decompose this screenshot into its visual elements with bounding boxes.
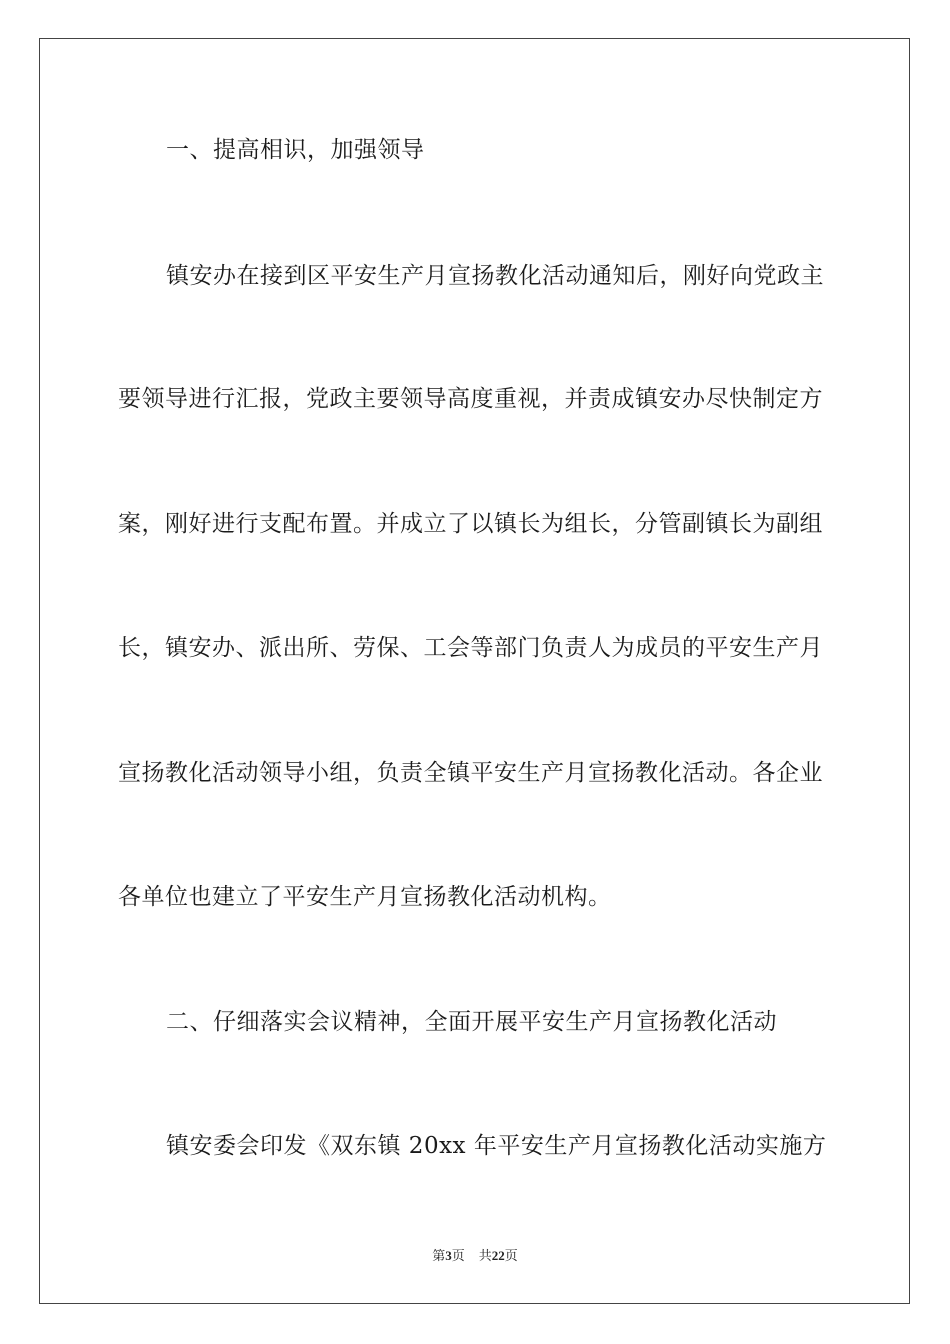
section-heading-2: 二、仔细落实会议精神，全面开展平安生产月宣扬教化活动 (166, 1009, 777, 1035)
paragraph-line: 镇安办在接到区平安生产月宣扬教化活动通知后，刚好向党政主 (166, 263, 824, 289)
page-number: 3 (445, 1248, 452, 1263)
paragraph-line: 镇安委会印发《双东镇 20xx 年平安生产月宣扬教化活动实施方 (166, 1133, 827, 1159)
paragraph-line: 各单位也建立了平安生产月宣扬教化活动机构。 (118, 884, 612, 910)
page-border (39, 38, 910, 1304)
total-pages: 22 (491, 1248, 505, 1263)
paragraph-line: 要领导进行汇报，党政主要领导高度重视，并责成镇安办尽快制定方 (118, 386, 823, 412)
paragraph-line: 案，刚好进行支配布置。并成立了以镇长为组长，分管副镇长为副组 (118, 511, 823, 537)
total-prefix: 共 (478, 1248, 492, 1263)
page-suffix: 页 (451, 1248, 465, 1263)
section-heading-1: 一、提高相识，加强领导 (166, 137, 425, 163)
paragraph-line: 宣扬教化活动领导小组，负责全镇平安生产月宣扬教化活动。各企业 (118, 760, 823, 786)
total-suffix: 页 (504, 1248, 518, 1263)
paragraph-line: 长，镇安办、派出所、劳保、工会等部门负责人为成员的平安生产月 (118, 635, 823, 661)
page-footer (0, 1247, 950, 1265)
page-prefix: 第 (432, 1248, 446, 1263)
